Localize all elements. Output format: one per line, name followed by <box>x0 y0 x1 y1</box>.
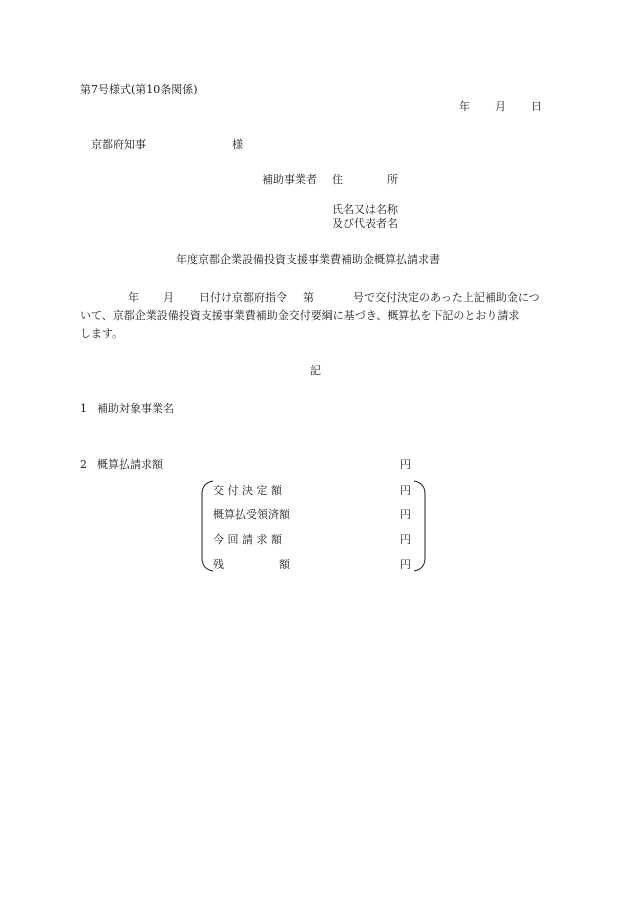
body-line3: します。 <box>80 327 124 340</box>
body-line2: いて、京都企業設備投資支援事業費補助金交付要綱に基づき、概算払を下記のとおり請求 <box>80 309 520 322</box>
form-number: 第7号様式(第10条関係) <box>80 83 198 96</box>
item-2-unit: 円 <box>400 458 411 471</box>
applicant-label: 補助事業者 <box>262 173 317 186</box>
address-label: 住 所 <box>332 173 398 186</box>
document-title: 年度京都企業設備投資支援事業費補助金概算払請求書 <box>176 253 440 266</box>
breakdown-row-label: 今 回 請 求 額 <box>213 533 282 546</box>
body-year: 年 <box>128 291 139 304</box>
name-label-line2: 及び代表者名 <box>332 217 398 230</box>
breakdown-row-label: 残 額 <box>213 558 290 571</box>
ki-heading: 記 <box>310 364 321 377</box>
item-1-number: 1 <box>80 402 87 415</box>
date-day-label: 日 <box>531 100 542 113</box>
breakdown-row-unit: 円 <box>400 558 411 571</box>
item-1-label: 補助対象事業名 <box>97 402 174 415</box>
breakdown-row-unit: 円 <box>400 508 411 521</box>
breakdown-row-label: 交 付 決 定 額 <box>213 484 282 497</box>
body-sentence-rest: 号で交付決定のあった上記補助金につ <box>353 291 540 304</box>
breakdown-row-unit: 円 <box>400 484 411 497</box>
body-date-text: 日付け京都府指令 <box>199 291 287 304</box>
addressee-name: 京都府知事 <box>91 138 146 151</box>
item-2-label: 概算払請求額 <box>97 458 163 471</box>
breakdown-row-unit: 円 <box>400 533 411 546</box>
date-year-label: 年 <box>459 100 470 113</box>
item-2-number: 2 <box>80 458 87 471</box>
breakdown-row-label: 概算払受領済額 <box>213 508 290 521</box>
name-label-line1: 氏名又は名称 <box>332 203 398 216</box>
body-number-prefix: 第 <box>303 291 314 304</box>
right-bracket <box>413 480 427 572</box>
left-bracket <box>200 480 214 572</box>
date-month-label: 月 <box>495 100 506 113</box>
body-month: 月 <box>163 291 174 304</box>
addressee-honorific: 様 <box>232 138 243 151</box>
